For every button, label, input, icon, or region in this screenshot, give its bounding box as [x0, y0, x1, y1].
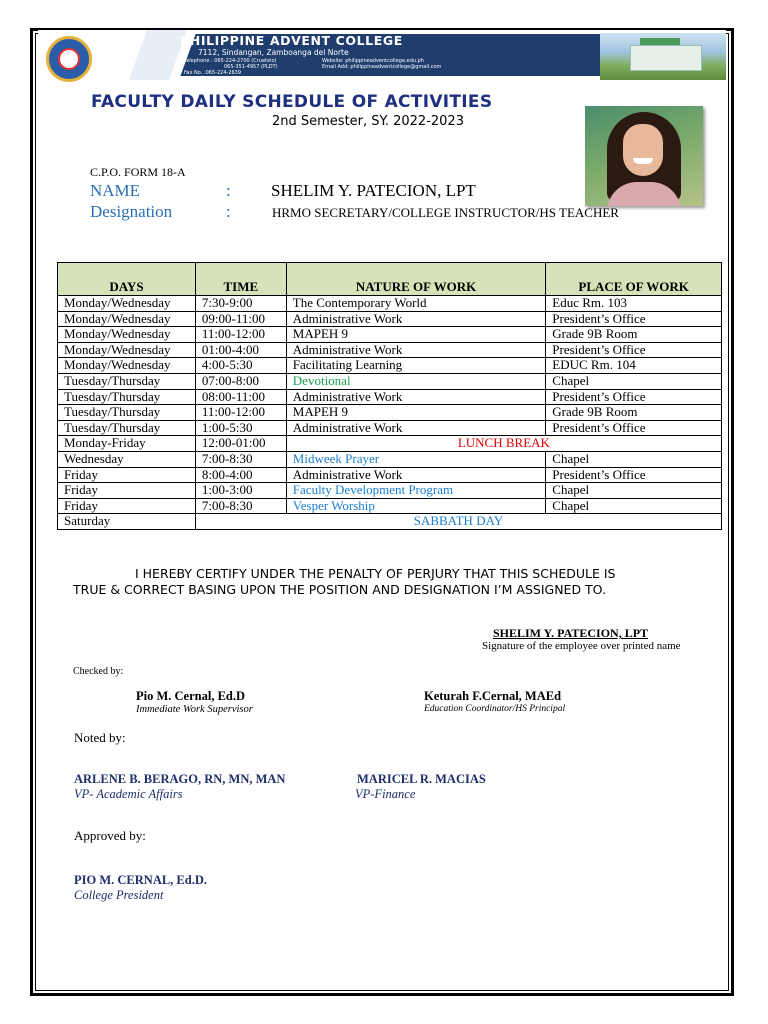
approved-by-label: Approved by: [74, 828, 146, 843]
cell-place: President’s Office [546, 342, 722, 358]
cell-work: Administrative Work [286, 389, 545, 405]
cell-lunch-break: LUNCH BREAK [286, 436, 721, 452]
cell-day: Wednesday [58, 451, 196, 467]
table-row [58, 358, 722, 374]
cell-day: Friday [58, 498, 196, 514]
header-days: DAYS [58, 263, 196, 296]
cell-place: Grade 9B Room [546, 327, 722, 343]
cell-day: Monday/Wednesday [58, 358, 196, 374]
noter2-role: VP-Finance [355, 787, 416, 801]
schedule-table [57, 262, 722, 530]
cell-time: 7:30-9:00 [195, 296, 286, 312]
cell-work: Administrative Work [286, 311, 545, 327]
cell-time: 11:00-12:00 [195, 327, 286, 343]
name-label: NAME [90, 181, 141, 200]
cell-day: Saturday [58, 514, 196, 530]
employee-name: SHELIM Y. PATECION, LPT [271, 181, 476, 200]
semester-subtitle: 2nd Semester, SY. 2022-2023 [272, 114, 464, 129]
cell-sabbath-day: SABBATH DAY [195, 514, 721, 530]
table-row [58, 420, 722, 436]
cell-time: 1:00-5:30 [195, 420, 286, 436]
table-row [58, 405, 722, 421]
designation-colon: : [226, 202, 231, 221]
cell-work: Facilitating Learning [286, 358, 545, 374]
cell-work: Administrative Work [286, 342, 545, 358]
cell-work: Devotional [286, 373, 545, 389]
contact-telephone: Telephone : 065-224-2700 (Cruetelo) 065-351-4957 (PLDT) Fax No. :065-224-2639 [184, 58, 278, 76]
cell-place: Chapel [546, 451, 722, 467]
cell-place: President’s Office [546, 389, 722, 405]
table-row [58, 451, 722, 467]
cell-work: Faculty Development Program [286, 483, 545, 499]
cell-place: Educ Rm. 103 [546, 296, 722, 312]
cell-time: 07:00-8:00 [195, 373, 286, 389]
cell-work: MAPEH 9 [286, 405, 545, 421]
header-nature-of-work: NATURE OF WORK [286, 263, 545, 296]
cell-time: 8:00-4:00 [195, 467, 286, 483]
cell-time: 01:00-4:00 [195, 342, 286, 358]
cell-day: Monday/Wednesday [58, 327, 196, 343]
cell-day: Tuesday/Thursday [58, 405, 196, 421]
cell-work: MAPEH 9 [286, 327, 545, 343]
noter1-role: VP- Academic Affairs [74, 787, 183, 801]
cell-work: Midweek Prayer [286, 451, 545, 467]
cell-time: 08:00-11:00 [195, 389, 286, 405]
noter2-name: MARICEL R. MACIAS [357, 772, 486, 786]
header-time: TIME [195, 263, 286, 296]
signature-caption: Signature of the employee over printed name [482, 640, 681, 652]
cell-time: 11:00-12:00 [195, 405, 286, 421]
checker2-role: Education Coordinator/HS Principal [424, 704, 566, 714]
noter1-name: ARLENE B. BERAGO, RN, MN, MAN [74, 772, 286, 786]
designation-label: Designation [90, 202, 173, 221]
campus-building [630, 45, 702, 71]
cell-time: 4:00-5:30 [195, 358, 286, 374]
cell-place: Chapel [546, 483, 722, 499]
cell-work: Vesper Worship [286, 498, 545, 514]
checker2-name: Keturah F.Cernal, MAEd [424, 689, 562, 703]
table-row [58, 498, 722, 514]
employee-photo [585, 106, 703, 206]
college-address: 7112, Sindangan, Zamboanga del Norte [198, 48, 349, 57]
college-seal-icon [46, 36, 92, 82]
cell-time: 7:00-8:30 [195, 451, 286, 467]
noted-by-label: Noted by: [74, 730, 126, 745]
cell-place: EDUC Rm. 104 [546, 358, 722, 374]
banner-accent [129, 30, 187, 80]
cell-time: 1:00-3:00 [195, 483, 286, 499]
employee-designation: HRMO SECRETARY/COLLEGE INSTRUCTOR/HS TEACHER [272, 205, 619, 220]
cell-work: The Contemporary World [286, 296, 545, 312]
approver-name: PIO M. CERNAL, Ed.D. [74, 873, 207, 887]
cell-place: President’s Office [546, 467, 722, 483]
contact-web: Website: philippineadventcollege.edu.ph Email Add: philippineadventcollege@gmail.com [322, 58, 442, 70]
employee-signature-name: SHELIM Y. PATECION, LPT [493, 626, 649, 640]
cell-place: Chapel [546, 373, 722, 389]
name-colon: : [226, 181, 231, 200]
cell-time: 7:00-8:30 [195, 498, 286, 514]
cell-day: Monday/Wednesday [58, 311, 196, 327]
cell-time: 12:00-01:00 [195, 436, 286, 452]
cell-place: Grade 9B Room [546, 405, 722, 421]
header-place-of-work: PLACE OF WORK [546, 263, 722, 296]
table-row [58, 327, 722, 343]
checker1-role: Immediate Work Supervisor [136, 704, 253, 715]
checked-by-label: Checked by: [73, 666, 124, 677]
table-row [58, 483, 722, 499]
cell-day: Friday [58, 467, 196, 483]
certification-text [73, 566, 713, 598]
table-row [58, 373, 722, 389]
cell-day: Monday/Wednesday [58, 296, 196, 312]
cell-day: Monday/Wednesday [58, 342, 196, 358]
table-row [58, 514, 722, 530]
college-name: PHILIPPINE ADVENT COLLEGE [180, 33, 403, 48]
cell-day: Monday-Friday [58, 436, 196, 452]
checker1-name: Pio M. Cernal, Ed.D [136, 689, 246, 703]
cell-day: Tuesday/Thursday [58, 373, 196, 389]
cell-place: President’s Office [546, 311, 722, 327]
cell-day: Friday [58, 483, 196, 499]
cell-day: Tuesday/Thursday [58, 420, 196, 436]
cell-place: Chapel [546, 498, 722, 514]
cell-work: Administrative Work [286, 420, 545, 436]
cell-work: Administrative Work [286, 467, 545, 483]
cell-place: President’s Office [546, 420, 722, 436]
table-row [58, 296, 722, 312]
table-row [58, 311, 722, 327]
approver-role: College President [74, 888, 164, 902]
table-header-row [58, 263, 722, 296]
form-number: C.P.O. FORM 18-A [90, 165, 186, 179]
certification-line-1: I HEREBY CERTIFY UNDER THE PENALTY OF PERJURY THAT THIS SCHEDULE IS [135, 566, 616, 581]
cell-day: Tuesday/Thursday [58, 389, 196, 405]
cell-time: 09:00-11:00 [195, 311, 286, 327]
page-title: FACULTY DAILY SCHEDULE OF ACTIVITIES [91, 92, 493, 112]
table-row [58, 389, 722, 405]
certification-line-2: TRUE & CORRECT BASING UPON THE POSITION AND DESIGNATION I’M ASSIGNED TO. [73, 582, 606, 597]
table-row [58, 436, 722, 452]
table-row [58, 342, 722, 358]
table-row [58, 467, 722, 483]
